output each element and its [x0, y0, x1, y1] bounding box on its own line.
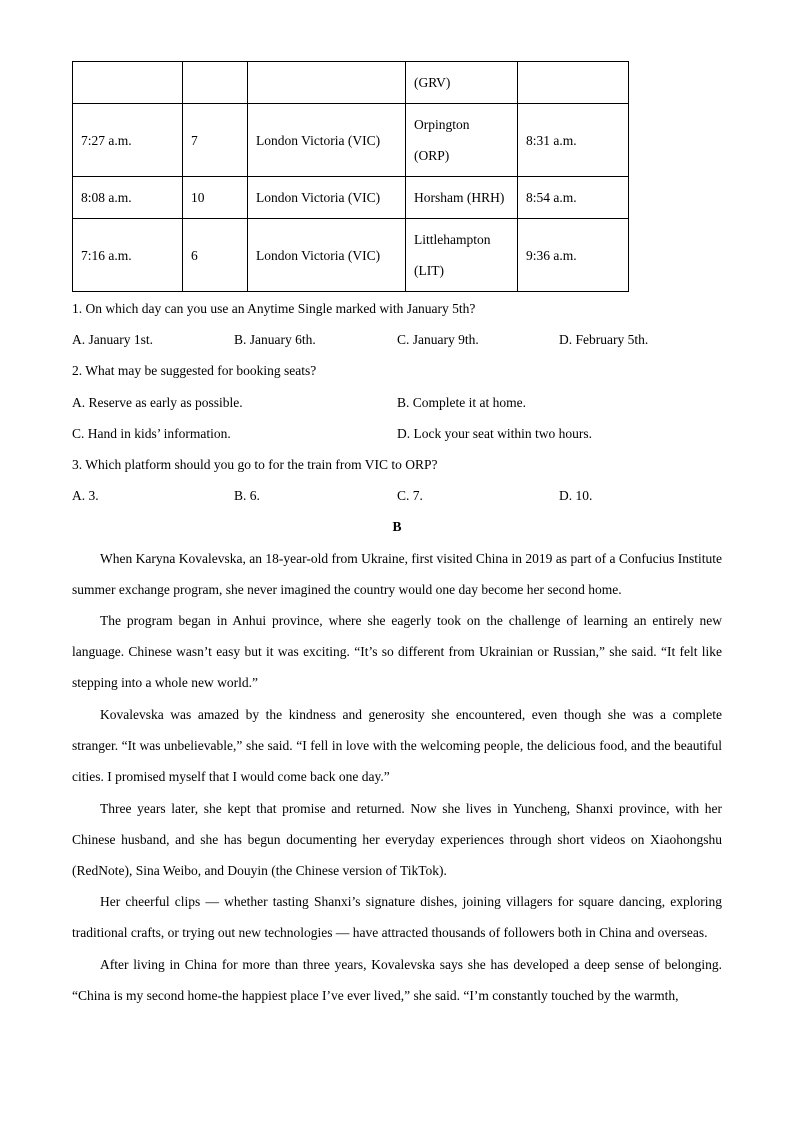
question-1-option-b: B. January 6th.: [234, 332, 316, 347]
paragraph: The program began in Anhui province, where she eagerly took on the challenge of learning an entirely new language. Chinese wasn’t easy but it was exciting. “It’s so different from Ukrainian or Russian,” she said. “It felt like stepping into a whole new world.”: [72, 613, 722, 691]
origin-cell: London Victoria (VIC): [248, 219, 406, 292]
paragraph: Three years later, she kept that promise and returned. Now she lives in Yuncheng, Shanxi province, with her Chinese husband, and she has begun documenting her everyday experiences through short videos on Xiaohongshu (RedNote), Sina Weibo, and Douyin (the Chinese version of TikTok).: [72, 801, 722, 879]
platform-cell: 7: [183, 104, 248, 177]
arrival-cell: 9:36 a.m.: [518, 219, 629, 292]
question-2-option-b: B. Complete it at home.: [397, 395, 526, 410]
arrival-cell: [518, 62, 629, 104]
paragraph: After living in China for more than three years, Kovalevska says she has developed a deep sense of belonging. “China is my second home-the happiest place I’ve ever lived,” she said. “I’m constantly touched by the warmth,: [72, 957, 722, 1004]
train-timetable: [72, 61, 629, 292]
departure-cell: 7:16 a.m.: [73, 219, 183, 292]
table-row: [73, 104, 629, 177]
paragraph: When Karyna Kovalevska, an 18-year-old from Ukraine, first visited China in 2019 as part of a Confucius Institute summer exchange program, she never imagined the country would one day become her second home.: [72, 551, 722, 598]
question-3-option-b: B. 6.: [234, 488, 260, 503]
question-3-option-c: C. 7.: [397, 488, 423, 503]
section-title: B: [392, 519, 402, 534]
platform-cell: [183, 62, 248, 104]
table-row: [73, 62, 629, 104]
question-2-option-a: A. Reserve as early as possible.: [72, 395, 243, 410]
destination-cell: (GRV): [406, 62, 518, 104]
table-row: [73, 219, 629, 292]
question-2-option-d: D. Lock your seat within two hours.: [397, 426, 592, 441]
question-1-option-d: D. February 5th.: [559, 332, 649, 347]
destination-cell: Horsham (HRH): [406, 177, 518, 219]
question-3-option-d: D. 10.: [559, 488, 593, 503]
departure-cell: [73, 62, 183, 104]
arrival-cell: 8:54 a.m.: [518, 177, 629, 219]
question-3-option-a: A. 3.: [72, 488, 99, 503]
question-2-stem: 2. What may be suggested for booking seats?: [72, 363, 317, 378]
question-1-option-a: A. January 1st.: [72, 332, 153, 347]
question-1-option-c: C. January 9th.: [397, 332, 479, 347]
paragraph: Kovalevska was amazed by the kindness and generosity she encountered, even though she was a complete stranger. “It was unbelievable,” she said. “I fell in love with the welcoming people, the delicious food, and the beautiful cities. I promised myself that I would come back one day.”: [72, 707, 722, 785]
departure-cell: 7:27 a.m.: [73, 104, 183, 177]
destination-cell: Littlehampton (LIT): [406, 219, 518, 292]
question-3-stem: 3. Which platform should you go to for the train from VIC to ORP?: [72, 457, 438, 472]
arrival-cell: 8:31 a.m.: [518, 104, 629, 177]
platform-cell: 10: [183, 177, 248, 219]
origin-cell: London Victoria (VIC): [248, 177, 406, 219]
departure-cell: 8:08 a.m.: [73, 177, 183, 219]
paragraph: Her cheerful clips — whether tasting Shanxi’s signature dishes, joining villagers for square dancing, exploring traditional crafts, or trying out new technologies — have attracted thousands of followers both in China and overseas.: [72, 894, 722, 941]
origin-cell: London Victoria (VIC): [248, 104, 406, 177]
question-2-option-c: C. Hand in kids’ information.: [72, 426, 231, 441]
question-1-stem: 1. On which day can you use an Anytime Single marked with January 5th?: [72, 301, 476, 316]
destination-cell: Orpington (ORP): [406, 104, 518, 177]
platform-cell: 6: [183, 219, 248, 292]
table-row: [73, 177, 629, 219]
origin-cell: [248, 62, 406, 104]
